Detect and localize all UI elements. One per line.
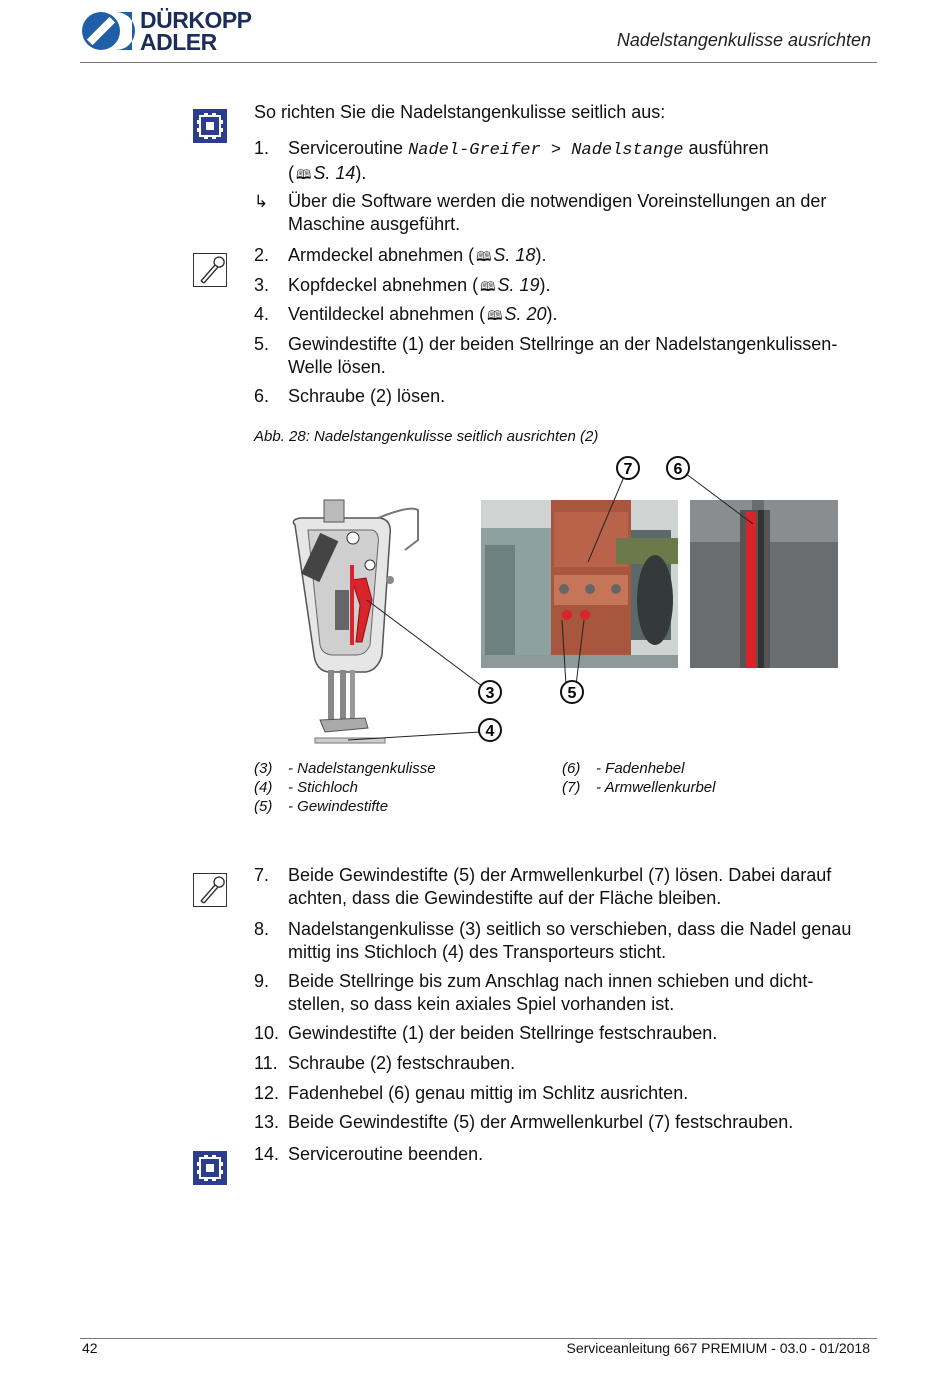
legend-item <box>254 797 388 816</box>
callout-label: 7 <box>623 461 633 478</box>
step-text-part: ( <box>288 163 294 183</box>
step-number: 14. <box>254 1144 280 1164</box>
step-number: 11. <box>254 1053 278 1073</box>
software-path: Nadel-Greifer > Nadelstange <box>408 141 684 160</box>
page-title: Nadelstangenkulisse ausrichten <box>616 30 871 50</box>
thread-lever-illustration <box>690 500 838 668</box>
legend-label: - Nadelstangenkulisse <box>288 760 436 777</box>
legend-number: (4) <box>254 779 273 796</box>
step-text-part: ). <box>355 163 367 183</box>
step-text <box>288 137 878 186</box>
step-text-part: Serviceroutine <box>288 138 409 158</box>
brand-name <box>140 9 252 53</box>
crank-illustration <box>481 500 678 668</box>
brand-line2: ADLER <box>140 29 217 55</box>
step-text <box>288 274 878 298</box>
intro-text: So richten Sie die Nadelstangenkulisse seitlich aus: <box>254 102 666 122</box>
legend-label: - Fadenhebel <box>596 760 685 777</box>
step-number: 3. <box>254 275 270 295</box>
step-text: Serviceroutine beenden. <box>288 1144 484 1164</box>
page-reference-link[interactable]: S. 14 <box>313 163 356 183</box>
step-text-part: ausführen <box>683 138 769 158</box>
callout-line <box>348 732 480 740</box>
wrench-icon <box>193 253 227 287</box>
step-text <box>288 244 878 268</box>
step-text <box>288 303 878 327</box>
sewing-head-illustration <box>293 500 418 743</box>
step-text-part: ). <box>535 245 547 265</box>
step-number: 13. <box>254 1112 280 1132</box>
book-icon: 🕮 <box>296 167 312 182</box>
legend-number: (7) <box>562 779 581 796</box>
page-reference-link[interactable]: S. 18 <box>493 245 536 265</box>
wrench-icon <box>193 873 227 907</box>
legend-label: - Armwellenkurbel <box>596 779 716 796</box>
book-icon: 🕮 <box>487 308 503 323</box>
callout-label: 5 <box>567 685 577 702</box>
step-number: 9. <box>254 971 270 991</box>
document-id: Serviceanleitung 667 PREMIUM - 03.0 - 01/2018 <box>566 1340 870 1356</box>
footer-divider <box>80 1338 877 1339</box>
legend-label: - Stichloch <box>288 779 359 796</box>
page-reference-link[interactable]: S. 19 <box>497 275 540 295</box>
figure-caption: Abb. 28: Nadelstangenkulisse seitlich ausrichten (2) <box>254 428 599 445</box>
legend-item <box>254 759 436 778</box>
callout-6 <box>667 457 689 479</box>
callout-3 <box>479 681 501 703</box>
software-icon <box>193 109 227 143</box>
step-number: 1. <box>254 138 270 158</box>
step-text: Schraube (2) lösen. <box>288 386 446 406</box>
callout-line <box>367 600 482 686</box>
book-icon: 🕮 <box>476 249 492 264</box>
step-number: 6. <box>254 386 270 406</box>
machine-figure <box>270 450 850 750</box>
callout-7 <box>617 457 639 479</box>
step-number: 8. <box>254 919 270 939</box>
step-text-part: ). <box>546 304 558 324</box>
step-number: 5. <box>254 334 270 354</box>
legend-item <box>562 759 684 778</box>
step-text: Schraube (2) festschrauben. <box>288 1053 516 1073</box>
step-text: Fadenhebel (6) genau mittig im Schlitz ausrichten. <box>288 1083 689 1103</box>
step-text-part: ). <box>539 275 551 295</box>
step-number: 4. <box>254 304 270 324</box>
result-text: Über die Software werden die notwendigen Voreinstellungen an der Maschine ausgeführt. <box>288 191 827 234</box>
legend-label: - Gewindestifte <box>288 798 389 815</box>
software-icon <box>193 1151 227 1185</box>
step-text-part: Kopfdeckel abnehmen ( <box>288 275 479 295</box>
step-number: 10. <box>254 1023 280 1043</box>
step-text-part: Ventildeckel abnehmen ( <box>288 304 486 324</box>
step-text: Nadelstangenkulisse (3) seitlich so verschieben, dass die Nadel genau mittig ins Stichloch (4) des Transporteurs sticht. <box>288 919 852 962</box>
callout-5 <box>561 681 583 703</box>
header-divider <box>80 62 877 63</box>
callout-label: 4 <box>485 723 495 740</box>
legend-item <box>562 778 715 797</box>
step-text: Beide Gewindestifte (5) der Armwellenkurbel (7) lösen. Dabei darauf achten, dass die Gewindestifte auf der Fläche bleiben. <box>288 865 832 908</box>
page-reference-link[interactable]: S. 20 <box>504 304 547 324</box>
step-number: 2. <box>254 245 270 265</box>
result-arrow-icon: ↳ <box>254 192 269 211</box>
callout-label: 3 <box>485 685 495 702</box>
book-icon: 🕮 <box>480 279 496 294</box>
step-number: 7. <box>254 865 270 885</box>
brand-line1: DÜRKOPP <box>140 7 252 33</box>
step-text: Gewindestifte (1) der beiden Stellringe festschrauben. <box>288 1023 718 1043</box>
page-number: 42 <box>82 1340 98 1356</box>
callout-4 <box>479 719 501 741</box>
step-text: Gewindestifte (1) der beiden Stellringe an der Nadelstangenkulissen-Welle lösen. <box>288 334 838 377</box>
step-text: Beide Gewindestifte (5) der Armwellenkurbel (7) festschrauben. <box>288 1112 794 1132</box>
legend-number: (5) <box>254 798 273 815</box>
step-text-part: Armdeckel abnehmen ( <box>288 245 475 265</box>
legend-item <box>254 778 358 797</box>
legend-number: (6) <box>562 760 581 777</box>
step-number: 12. <box>254 1083 280 1103</box>
step-text: Beide Stellringe bis zum Anschlag nach innen schieben und dicht-stellen, so dass kein axiales Spiel vorhanden ist. <box>288 971 814 1014</box>
legend-number: (3) <box>254 760 273 777</box>
callout-label: 6 <box>673 461 683 478</box>
brand-logo-icon <box>80 8 136 54</box>
